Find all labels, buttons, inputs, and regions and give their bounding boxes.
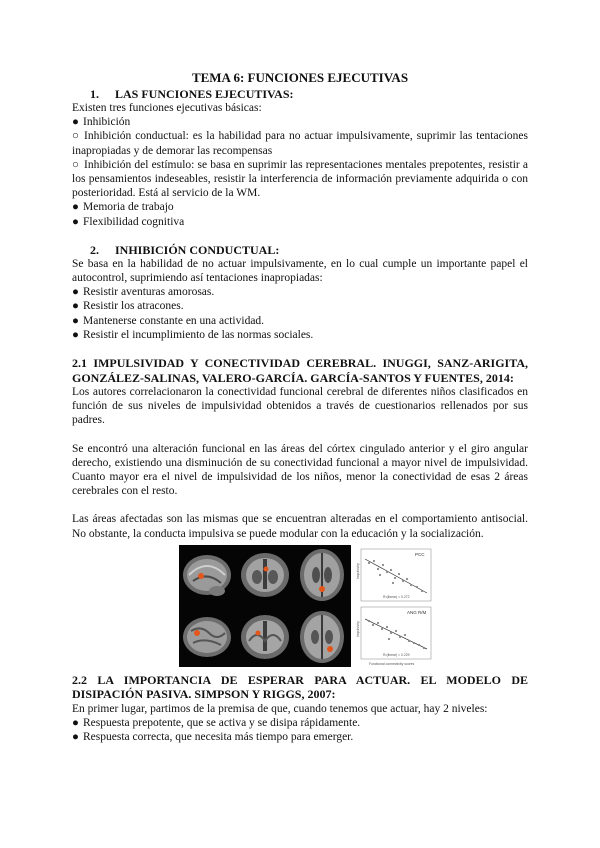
bullet-icon: ● bbox=[72, 328, 79, 341]
list-item-text: Resistir el incumplimiento de las normas sociales. bbox=[83, 328, 314, 341]
list-item bbox=[72, 299, 528, 313]
spacer bbox=[72, 428, 528, 442]
section-2-2-heading: 2.2 LA IMPORTANCIA DE ESPERAR PARA ACTUAR. EL MODELO DE DISIPACIÓN PASIVA. SIMPSON Y RIGGS, 2007: bbox=[72, 672, 528, 702]
section-2-number: 2. bbox=[90, 242, 99, 257]
list-item-text: Inhibición del estímulo: se basa en suprimir las representaciones mentales prepotentes, resistir a los pensamientos indeseables, resistir la interferencia de información previamente adquirida o con posterioridad. Está al servicio de la WM. bbox=[72, 158, 528, 200]
list-item-text: Respuesta prepotente, que se activa y se disipa rápidamente. bbox=[83, 717, 361, 730]
bullet-icon: ● bbox=[72, 717, 79, 730]
list-item-text: Inhibición conductual: es la habilidad para no actuar impulsivamente, suprimir las tentaciones inapropiadas y de demorar las recompensas bbox=[72, 130, 528, 157]
list-item-text: Memoria de trabajo bbox=[83, 201, 174, 214]
spacer bbox=[72, 498, 528, 512]
brain-connectivity-figure bbox=[179, 545, 435, 667]
section-1-heading-text: LAS FUNCIONES EJECUTIVAS: bbox=[115, 87, 294, 101]
list-item bbox=[72, 730, 528, 744]
bullet-icon: ● bbox=[72, 215, 79, 228]
section-2-2-intro: En primer lugar, partimos de la premisa de que, cuando tenemos que actuar, hay 2 niveles: bbox=[72, 702, 488, 715]
bullet-icon: ● bbox=[72, 201, 79, 214]
bullet-icon: ● bbox=[72, 116, 79, 129]
plot-ylabel-ang: Impulsivity bbox=[356, 621, 360, 637]
list-item-text: Respuesta correcta, que necesita más tiempo para emerger. bbox=[83, 731, 354, 744]
list-item bbox=[72, 200, 528, 214]
figure-svg bbox=[179, 545, 435, 667]
brain-coronal-top bbox=[241, 553, 289, 597]
spacer bbox=[72, 342, 528, 356]
hollow-bullet-icon: ○ bbox=[72, 130, 79, 143]
plot-title-pcc: PCC bbox=[415, 551, 425, 557]
list-item bbox=[72, 328, 528, 342]
section-2-2-list bbox=[72, 716, 528, 744]
scatter-plot-pcc bbox=[356, 549, 431, 601]
bullet-icon: ● bbox=[72, 300, 79, 313]
list-item bbox=[72, 115, 528, 129]
list-item-text: Resistir aventuras amorosas. bbox=[83, 286, 215, 299]
section-2-heading bbox=[72, 243, 528, 257]
section-2-intro: Se basa en la habilidad de no actuar impulsivamente, en lo cual cumple un importante papel el autocontrol, suprimiendo así tentaciones inapropiadas: bbox=[72, 257, 528, 285]
document-page bbox=[72, 70, 528, 744]
plot-xlabel: Functional connectivity scores bbox=[369, 661, 415, 666]
list-item-text: Flexibilidad cognitiva bbox=[83, 215, 185, 228]
plot-ylabel-pcc: Impulsivity bbox=[356, 563, 360, 579]
list-item bbox=[72, 158, 528, 201]
bullet-icon: ● bbox=[72, 286, 79, 299]
section-1-number: 1. bbox=[90, 87, 99, 101]
list-item-text: Mantenerse constante en una actividad. bbox=[83, 314, 265, 327]
section-2-1-heading: 2.1 IMPULSIVIDAD Y CONECTIVIDAD CEREBRAL. INUGGI, SANZ-ARIGITA, GONZÁLEZ-SALINAS, VALERO-GARCÍA. GARCÍA-SANTOS Y FUENTES, 2014: bbox=[72, 356, 528, 385]
list-item bbox=[72, 285, 528, 299]
section-2-list bbox=[72, 285, 528, 342]
section-2-1-paragraph-2: Se encontró una alteración funcional en las áreas del córtex cingulado anterior y el giro angular derecho, existiendo una disminución de su conectividad funcional a mayor nivel de impulsividad. Cuanto mayor era el nivel de impulsividad de los niños, menor la conectividad de esas 2 áreas cerebrales con el resto. bbox=[72, 442, 528, 498]
list-item bbox=[72, 215, 528, 229]
section-1-intro: Existen tres funciones ejecutivas básicas: bbox=[72, 102, 262, 114]
plot-title-ang: ANG R/M bbox=[407, 609, 427, 615]
page-title: TEMA 6: FUNCIONES EJECUTIVAS bbox=[191, 70, 409, 85]
bullet-icon: ● bbox=[72, 731, 79, 744]
list-item bbox=[72, 129, 528, 157]
brain-coronal-bottom bbox=[241, 615, 289, 659]
section-1-list bbox=[72, 115, 528, 229]
bullet-icon: ● bbox=[72, 314, 79, 327]
plot-stat-ang: R²(linear) = 0.229 bbox=[383, 652, 410, 657]
section-2-heading-text: INHIBICIÓN CONDUCTUAL: bbox=[115, 242, 280, 257]
list-item bbox=[72, 716, 528, 730]
list-item bbox=[72, 314, 528, 328]
scatter-plot-ang bbox=[356, 607, 431, 659]
list-item-text: Resistir los atracones. bbox=[83, 300, 184, 313]
brain-axial-bottom bbox=[300, 611, 344, 663]
plot-stat-pcc: R²(linear) = 0.272 bbox=[383, 594, 410, 599]
brain-axial-top bbox=[300, 549, 344, 601]
hollow-bullet-icon: ○ bbox=[72, 158, 79, 171]
section-1-heading bbox=[72, 87, 528, 101]
spacer bbox=[72, 229, 528, 243]
list-item-text: Inhibición bbox=[83, 116, 131, 129]
brain-sagittal-bottom bbox=[183, 617, 231, 657]
section-2-1-paragraph-1: Los autores correlacionaron la conectividad funcional cerebral de diferentes niños clasificados en función de sus niveles de impulsividad obtenidos a través de cuestionarios rellenados por sus padres. bbox=[72, 386, 528, 427]
section-2-1-paragraph-3: Las áreas afectadas son las mismas que se encuentran alteradas en el comportamiento antisocial. No obstante, la conducta impulsiva se puede modular con la educación y la socialización. bbox=[72, 513, 528, 540]
